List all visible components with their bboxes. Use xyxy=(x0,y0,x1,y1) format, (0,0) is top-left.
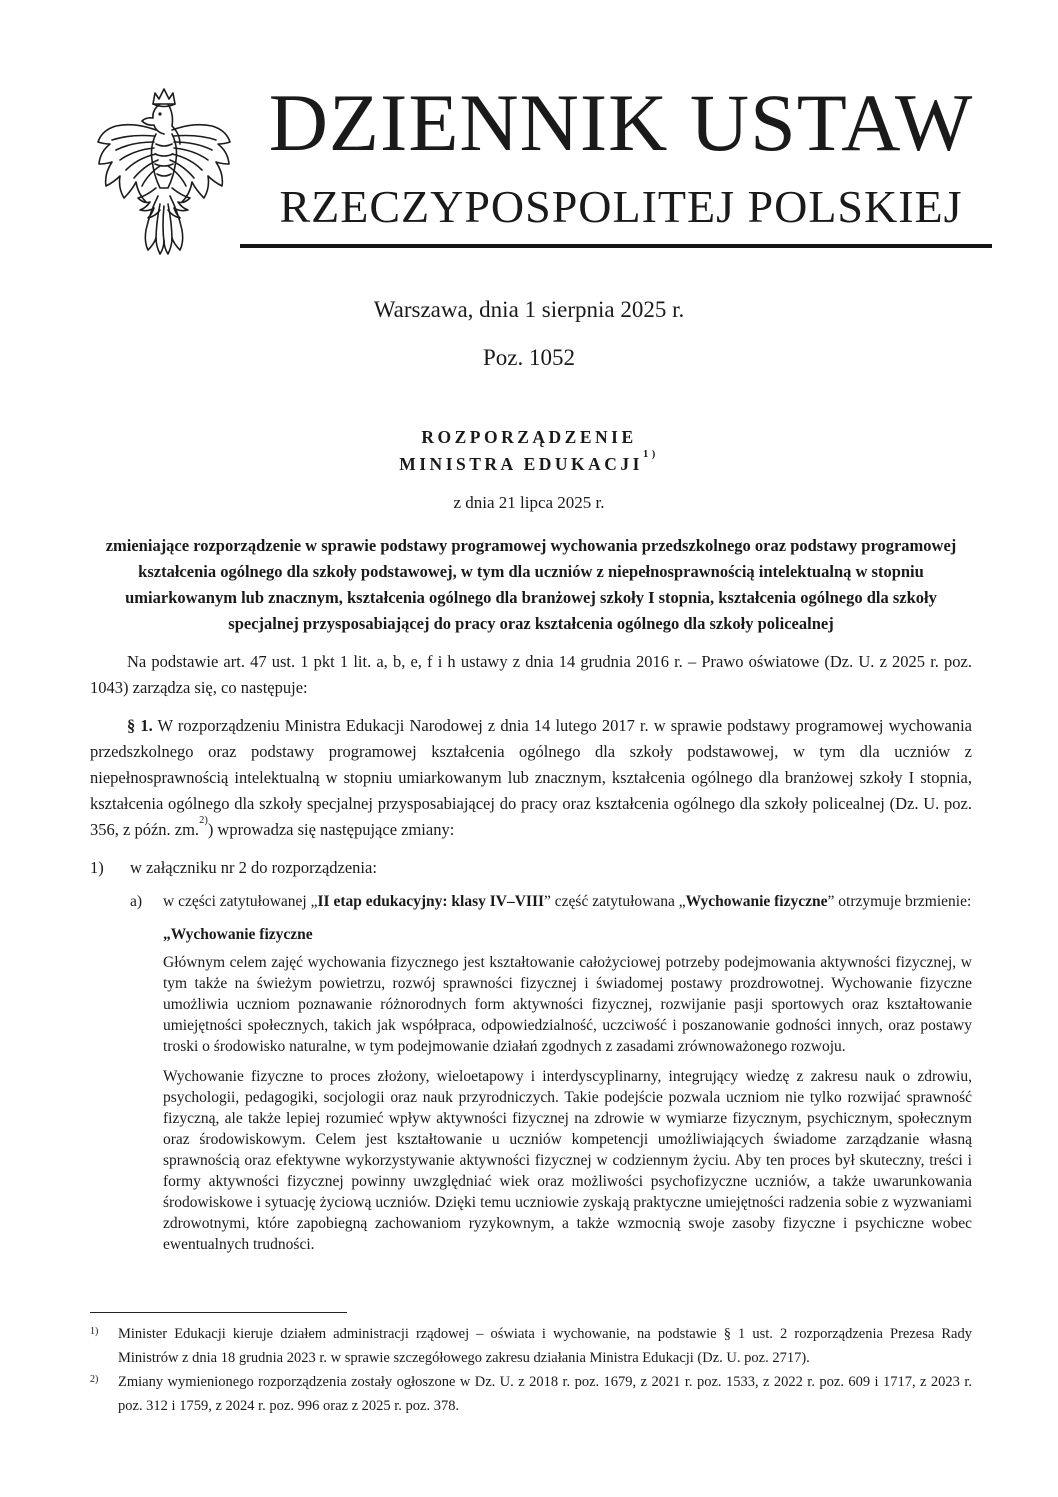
polish-eagle-emblem-icon xyxy=(94,84,234,259)
masthead xyxy=(0,0,1058,259)
journal-title: DZIENNIK USTAW xyxy=(268,77,974,168)
act-subject: zmieniające rozporządzenie w sprawie podstawy programowej wychowania przedszkolnego oraz podstawy programowej kształcenia ogólnego dla szkoły podstawowej, w tym dla uczniów z niepełnosprawnością intelektualną w stopniu umiarkowanym lub znacznym, kształcenia ogólnego dla branżowej szkoły I stopnia, kształcenia ogólnego dla szkoły specjalnej przysposabiającej do pracy oraz kształcenia ogólnego dla szkoły policealnej xyxy=(105,536,957,633)
masthead-rule xyxy=(240,244,992,248)
act-issuer-heading xyxy=(0,449,1058,475)
footnote-separator xyxy=(90,1312,347,1313)
footnote-1-text: Minister Edukacji kieruje działem administracji rządowej – oświata i wychowanie, na podstawie § 1 ust. 2 rozporządzenia Prezesa Rady Ministrów z dnia 18 grudnia 2023 r. w sprawie szczegółowego zakresu działania Ministra Edukacji (Dz. U. poz. 2717). xyxy=(118,1326,972,1366)
list-item-1a-bold-title-1: II etap edukacyjny: klasy IV–VIII xyxy=(317,893,545,910)
issuer-footnote-ref: 1) xyxy=(643,449,659,461)
quoted-paragraph-1: Głównym celem zajęć wychowania fizycznego jest kształtowanie całożyciowej potrzeby podejmowania aktywności fizycznej, w tym także na świeżym powietrzu, rozwój sprawności fizycznej i świadomej postawy prozdrowotnej. Wychowanie fizyczne umożliwia uczniom poznawanie różnorodnych form aktywności fizycznej, rozwijanie pasji sportowych oraz kształtowanie umiejętności społecznych, takich jak współpraca, odpowiedzialność, uczciwość i poszanowanie godności innych, oraz postawy troski o środowisko naturalne, w tym podejmowanie działań zgodnych z zasadami zrównoważonego rozwoju. xyxy=(163,954,972,1055)
place-date-line: Warszawa, dnia 1 sierpnia 2025 r. xyxy=(373,297,685,322)
footnote-2-text: Zmiany wymienionego rozporządzenia zostały ogłoszone w Dz. U. z 2018 r. poz. 1679, z 2021 r. poz. 1533, z 2022 r. poz. 609 i 1717, z 2023 r. poz. 312 i 1759, z 2024 r. poz. 996 oraz z 2025 r. poz. 378. xyxy=(118,1374,972,1414)
list-item-1a-part1: w części zatytułowanej „ xyxy=(163,893,318,910)
footnote-2 xyxy=(90,1370,972,1418)
footnote-2-marker: 2) xyxy=(90,1374,99,1385)
masthead-titles xyxy=(250,77,992,248)
footnote-1 xyxy=(90,1322,972,1370)
act-type-heading: ROZPORZĄDZENIE xyxy=(421,427,637,447)
journal-subtitle: RZECZYPOSPOLITEJ POLSKIEJ xyxy=(279,180,963,232)
quoted-amendment-block xyxy=(163,924,972,1255)
legal-basis-paragraph: Na podstawie art. 47 ust. 1 pkt 1 lit. a, b, e, f i h ustawy z dnia 14 grudnia 2016 r. – Prawo oświatowe (Dz. U. z 2025 r. poz. 1043) zarządza się, co następuje: xyxy=(90,652,972,697)
footnote-1-marker: 1) xyxy=(90,1326,99,1337)
list-item-1-number: 1) xyxy=(90,858,104,877)
section-1-paragraph xyxy=(90,713,972,843)
list-item-1a-bold-title-2: Wychowanie fizyczne xyxy=(685,893,828,910)
position-number: Poz. 1052 xyxy=(483,345,575,370)
list-item-1a-part2: ” część zatytułowana „ xyxy=(544,893,686,910)
list-item-1 xyxy=(90,855,972,881)
section-1-lead: § 1. xyxy=(127,716,153,735)
list-item-1a-text xyxy=(163,891,972,912)
list-item-1-text: w załączniku nr 2 do rozporządzenia: xyxy=(130,858,377,877)
act-date-line: z dnia 21 lipca 2025 r. xyxy=(453,493,605,512)
list-item-1a-part3: ” otrzymuje brzmienie: xyxy=(827,893,972,910)
footnotes-section xyxy=(90,1312,972,1418)
quoted-paragraph-2: Wychowanie fizyczne to proces złożony, wieloetapowy i interdyscyplinarny, integrujący wiedzę z zakresu nauk o zdrowiu, psychologii, pedagogiki, socjologii oraz nauk przyrodniczych. Takie podejście pozwala uczniom nie tylko rozwijać sprawność fizyczną, ale także lepiej rozumieć wpływ aktywności fizycznej na zdrowie w wymiarze fizycznym, psychicznym, społecznym oraz środowiskowym. Celem jest kształtowanie u uczniów kompetencji umożliwiających świadome zarządzanie własną sprawnością oraz efektywne wykorzystywanie aktywności fizycznej w codziennym życiu. Aby ten proces był skuteczny, treści i formy aktywności fizycznej powinny uwzględniać wiek oraz możliwości psychofizyczne uczniów, a także uwarunkowania środowiskowe i sytuację życiową uczniów. Dzięki temu uczniowie zyskają praktyczne umiejętności radzenia sobie z wyzwaniami zdrowotnymi, które zapobiegną zachowaniom ryzykownym, a także wzmocnią swoje zasoby fizyczne i psychiczne wobec ewentualnych trudności. xyxy=(163,1068,972,1253)
section-1-text: W rozporządzeniu Ministra Edukacji Narodowej z dnia 14 lutego 2017 r. w sprawie podstawy programowej wychowania przedszkolnego oraz podstawy programowej kształcenia ogólnego dla szkoły podstawowej, w tym dla uczniów z niepełnosprawnością intelektualną w stopniu umiarkowanym lub znacznym, kształcenia ogólnego dla branżowej szkoły I stopnia, kształcenia ogólnego dla szkoły specjalnej przysposabiającej do pracy oraz kształcenia ogólnego dla szkoły policealnej (Dz. U. poz. 356, z późn. zm. xyxy=(90,716,973,839)
list-item-1a xyxy=(130,891,972,912)
list-item-1a-letter: a) xyxy=(130,893,143,910)
section-1-footnote-ref: 2) xyxy=(199,814,208,826)
act-issuer-name: MINISTRA EDUKACJI xyxy=(399,454,643,474)
quoted-section-heading: „Wychowanie fizyczne xyxy=(163,926,313,943)
section-1-text-end: ) wprowadza się następujące zmiany: xyxy=(207,820,455,839)
